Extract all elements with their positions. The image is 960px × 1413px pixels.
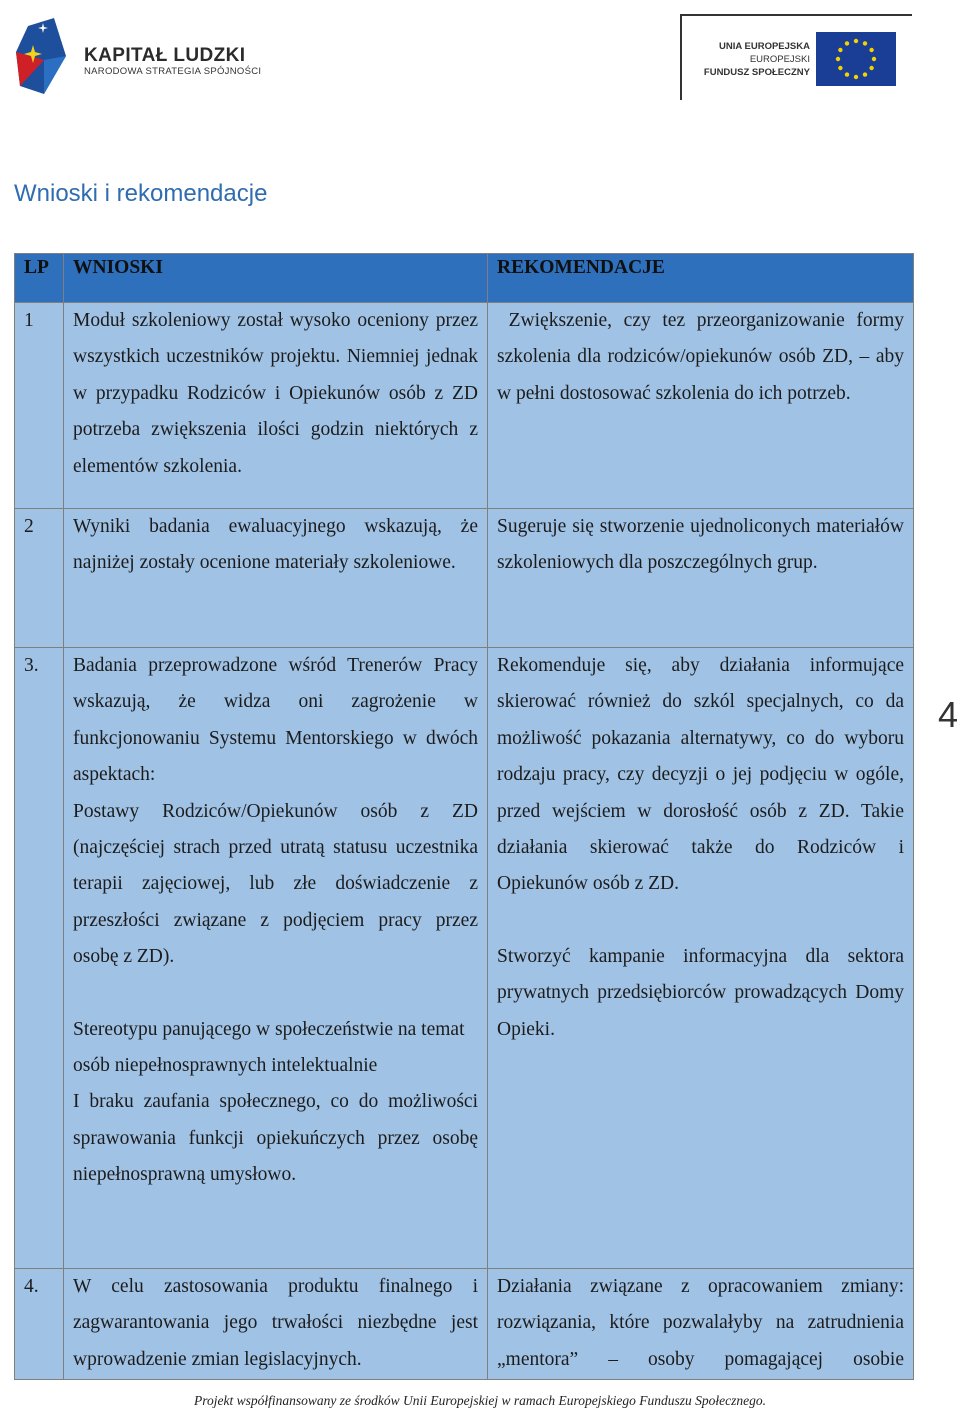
- eu-flag-icon: [816, 32, 896, 86]
- row-number: 1: [15, 303, 64, 509]
- recommendation-text: Sugeruje się stworzenie ujednoliconych materiałów szkoleniowych dla poszczególnych grup.: [497, 516, 904, 574]
- conclusions-table: [14, 253, 914, 1380]
- conclusion-text: I braku zaufania społecznego, co do możliwości sprawowania funkcji opiekuńczych przez osobę niepełnosprawną umysłowo.: [73, 1091, 478, 1186]
- conclusion-text: W celu zastosowania produktu finalnego i zagwarantowania jego trwałości niezbędne jest wprowadzenie zmian legislacyjnych.: [73, 1276, 478, 1370]
- header-wnioski: WNIOSKI: [64, 254, 488, 303]
- conclusion-cell: [64, 303, 488, 509]
- footer-note: Projekt współfinansowany ze środków Unii Europejskiej w ramach Europejskiego Funduszu Społecznego.: [193, 1393, 767, 1408]
- recommendation-cell: [488, 509, 914, 648]
- row-number: 3.: [15, 648, 64, 1269]
- conclusion-cell: [64, 1269, 488, 1380]
- table-row: [15, 1269, 914, 1380]
- header-lp: LP: [15, 254, 64, 303]
- conclusion-cell: [64, 509, 488, 648]
- eu-logo-line3: FUNDUSZ SPOŁECZNY: [703, 67, 810, 78]
- recommendation-cell: [488, 303, 914, 509]
- recommendation-text: Rekomenduje się, aby działania informujące skierować również do szkól specjalnych, co da możliwość pokazania alternatywy, co do wyboru rodzaju pracy, czy decyzji o jej podjęciu w ogóle, przed wejściem w dorosłość osób z ZD. Takie działania skierować także do Rodziców i Opiekunów osób z ZD.: [497, 655, 904, 895]
- eu-esf-logo: [680, 14, 912, 100]
- conclusion-text: Postawy Rodziców/Opiekunów osób z ZD (najczęściej strach przed utratą statusu uczestnika terapii zajęciowej, lub złe doświadczenie z przeszłości związane z podjęciem pracy przez osobę z ZD).: [73, 800, 478, 968]
- recommendation-cell: [488, 1269, 914, 1380]
- row-number: 2: [15, 509, 64, 648]
- eu-logo-line2: EUROPEJSKI: [749, 54, 810, 65]
- conclusion-text: Stereotypu panującego w społeczeństwie na temat osób niepełnosprawnych intelektualnie: [73, 1018, 465, 1077]
- recommendation-text: Zwiększenie, czy tez przeorganizowanie formy szkolenia dla rodziców/opiekunów osób ZD, – aby w pełni dostosować szkolenia do ich potrzeb.: [497, 310, 909, 404]
- eu-logo-line1: UNIA EUROPEJSKA: [719, 41, 810, 52]
- table-row: [15, 509, 914, 648]
- conclusion-text: Moduł szkoleniowy został wysoko oceniony przez wszystkich uczestników projektu. Niemniej jednak w przypadku Rodziców i Opiekunów osób z ZD potrzeba zwiększenia ilości godzin niektórych z elementów szkolenia.: [73, 310, 478, 477]
- conclusion-cell: [64, 648, 488, 1269]
- conclusion-text: Wyniki badania ewaluacyjnego wskazują, że najniżej zostały ocenione materiały szkoleniowe.: [73, 516, 478, 574]
- table-header-row: [15, 254, 914, 303]
- recommendation-text: Stworzyć kampanie informacyjna dla sektora prywatnych przedsiębiorców prowadzących Domy Opieki.: [497, 945, 904, 1040]
- page-number: 4: [938, 694, 959, 735]
- table-row: [15, 648, 914, 1269]
- recommendation-text: Działania związane z opracowaniem zmiany: rozwiązania, które pozwalałyby na zatrudnienia „mentora” – osoby pomagającej osobie: [497, 1276, 904, 1370]
- table-row: [15, 303, 914, 509]
- header-rekomendacje: REKOMENDACJE: [488, 254, 914, 303]
- recommendation-cell: [488, 648, 914, 1269]
- kapital-ludzki-logo: [14, 16, 264, 100]
- conclusion-text: Badania przeprowadzone wśród Trenerów Pracy wskazują, że widza oni zagrożenie w funkcjonowaniu Systemu Mentorskiego w dwóch aspektach:: [73, 655, 478, 786]
- kapital-ludzki-emblem-icon: [14, 16, 76, 100]
- section-title: Wnioski i rekomendacje: [14, 180, 268, 207]
- row-number: 4.: [15, 1269, 64, 1380]
- kapital-ludzki-subtitle: NARODOWA STRATEGIA SPÓJNOŚCI: [84, 66, 262, 77]
- kapital-ludzki-title: KAPITAŁ LUDZKI: [84, 45, 246, 66]
